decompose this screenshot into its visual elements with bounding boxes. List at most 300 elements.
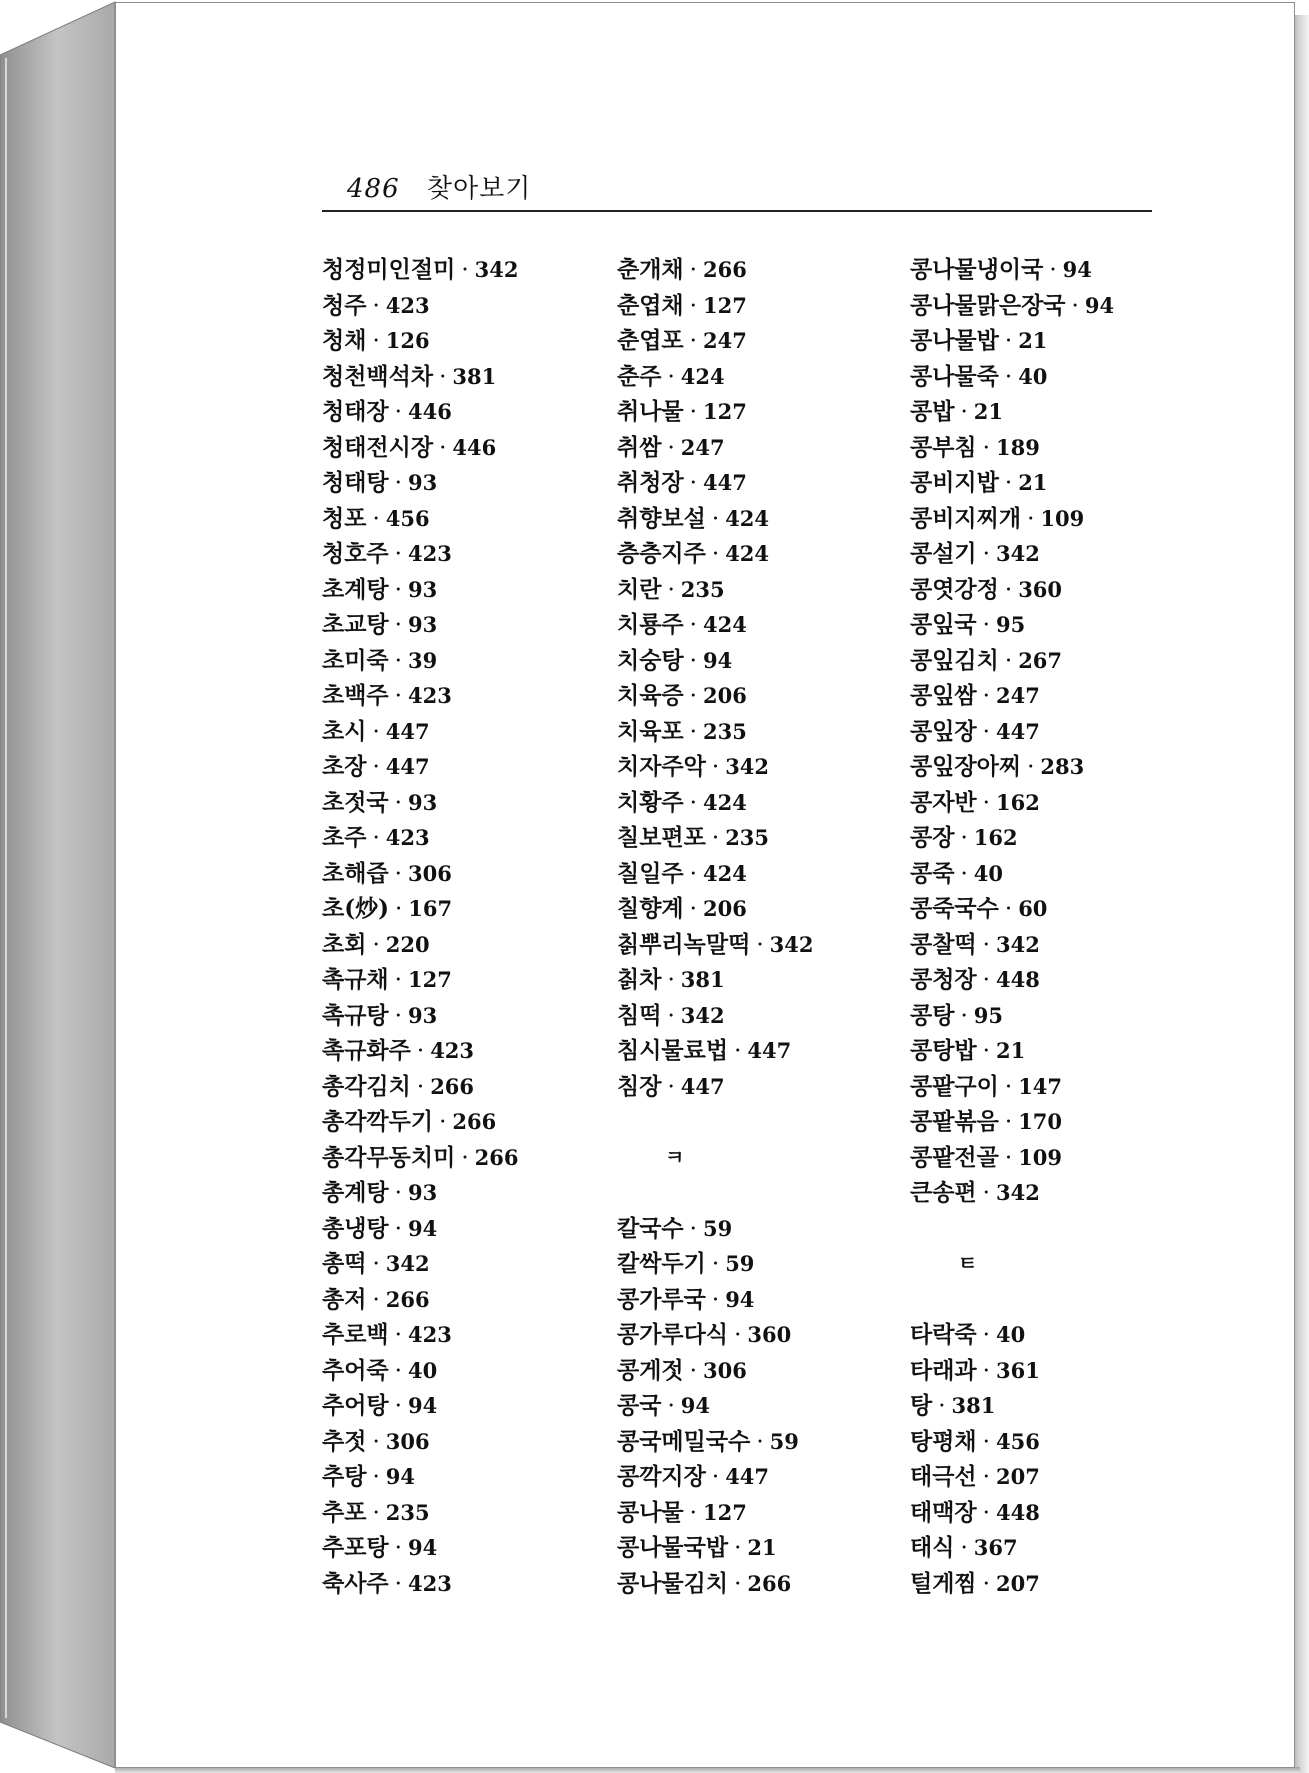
index-page-number: 360 (1018, 576, 1063, 602)
index-page-number: 342 (680, 1002, 725, 1028)
index-entry (910, 856, 1200, 892)
index-page-number: 447 (385, 718, 430, 744)
index-page-number: 93 (407, 1180, 438, 1205)
index-entry (910, 1140, 1200, 1176)
index-page-number: 39 (407, 647, 438, 673)
index-page-number: 162 (995, 789, 1040, 815)
index-page-number: 423 (407, 541, 452, 566)
index-separator: · (1004, 647, 1013, 674)
index-term: 초백주 (322, 682, 389, 709)
index-page-number: 342 (385, 1251, 430, 1276)
index-separator: · (372, 1499, 380, 1526)
index-term: 콩엿강정 (910, 575, 999, 603)
index-entry (910, 359, 1200, 395)
index-term: 축사주 (322, 1569, 389, 1597)
index-term: 콩팥볶음 (910, 1108, 999, 1135)
index-term: 콩나물밥 (910, 327, 999, 354)
index-separator: · (982, 434, 990, 461)
index-entry (322, 1140, 612, 1176)
index-page-number: 60 (1018, 896, 1048, 921)
index-term: 콩잎김치 (910, 646, 999, 674)
index-term: 총저 (322, 1285, 367, 1313)
index-term: 추포 (322, 1498, 367, 1526)
index-term: 콩찰떡 (910, 930, 977, 958)
index-term: 취청장 (617, 469, 684, 496)
index-entry (322, 998, 612, 1034)
index-page-number: 342 (995, 541, 1040, 566)
index-term: 치황주 (617, 788, 684, 816)
index-page-number: 447 (725, 1464, 770, 1489)
index-entry (617, 252, 907, 288)
index-term: 추로백 (322, 1321, 389, 1348)
index-term: 콩죽국수 (910, 895, 999, 922)
index-page-number: 94 (680, 1393, 710, 1418)
index-page-number: 424 (702, 789, 747, 815)
index-separator: · (667, 434, 675, 461)
index-entry (617, 288, 907, 324)
index-page-number: 381 (452, 363, 497, 389)
index-page-number: 207 (995, 1464, 1040, 1489)
index-separator: · (372, 1251, 380, 1277)
index-term: 콩장 (910, 824, 955, 851)
index-entry (617, 1495, 907, 1531)
index-page-number: 21 (1018, 328, 1048, 353)
index-page-number: 59 (702, 1215, 733, 1241)
index-entry (910, 430, 1200, 466)
index-page-number: 266 (430, 1073, 475, 1099)
index-entry (617, 465, 907, 501)
index-separator: · (982, 789, 990, 816)
index-separator: · (689, 399, 697, 425)
index-entry (617, 1388, 907, 1424)
index-page-number: 235 (725, 825, 770, 850)
index-separator: · (372, 931, 380, 958)
index-entry (322, 714, 612, 750)
index-separator: · (372, 328, 380, 354)
index-entry (910, 1175, 1200, 1211)
index-term: 콩나물국밥 (617, 1534, 729, 1561)
index-term: 추포탕 (322, 1534, 389, 1561)
index-entry (617, 1282, 907, 1318)
index-separator: · (982, 1499, 990, 1526)
index-term: 초시 (322, 717, 367, 745)
index-entry (910, 1459, 1200, 1495)
index-page-number: 423 (430, 1038, 475, 1063)
index-term: 큰송편 (910, 1179, 977, 1206)
index-entry (910, 1388, 1200, 1424)
index-entry (617, 572, 907, 608)
index-term: 초(炒) (322, 895, 389, 922)
index-term: 청천백석차 (322, 362, 434, 390)
index-page-number: 247 (680, 434, 725, 460)
index-term: 콩잎쌈 (910, 682, 977, 709)
index-term: 추어탕 (322, 1392, 389, 1419)
index-page-number: 59 (769, 1428, 799, 1454)
index-separator: · (960, 825, 968, 851)
index-entry (322, 785, 612, 821)
index-entry (910, 1033, 1200, 1069)
index-term: 침시물료법 (617, 1037, 729, 1064)
index-entry (322, 465, 612, 501)
index-term: 치란 (617, 575, 662, 603)
index-term: 콩부침 (910, 433, 977, 461)
index-page-number: 447 (995, 718, 1040, 744)
index-entry (322, 430, 612, 466)
index-separator: · (960, 399, 968, 425)
index-entry (617, 678, 907, 714)
index-term: 탕 (910, 1392, 933, 1419)
index-entry (910, 785, 1200, 821)
index-page-number: 94 (385, 1464, 415, 1489)
index-term: 촉규화주 (322, 1037, 411, 1064)
index-page-number: 40 (407, 1357, 438, 1383)
index-term: 콩죽 (910, 859, 955, 887)
index-entry (322, 1282, 612, 1318)
index-separator: · (416, 1073, 425, 1100)
index-term: 촉규탕 (322, 1001, 389, 1029)
index-page-number: 94 (725, 1286, 755, 1312)
index-term: 콩게젓 (617, 1356, 684, 1384)
index-term: 초해즙 (322, 859, 389, 887)
index-entry (322, 1246, 612, 1282)
index-entry (617, 1069, 907, 1105)
index-separator: · (1004, 363, 1013, 390)
index-page-number: 247 (702, 328, 747, 353)
index-entry (617, 820, 907, 856)
index-separator: · (1004, 1109, 1013, 1135)
index-separator: · (394, 683, 402, 709)
page-number: 486 (347, 174, 400, 204)
index-page-number: 267 (1018, 647, 1063, 673)
index-term: 콩설기 (910, 540, 977, 567)
index-separator: · (372, 292, 380, 319)
index-separator: · (982, 1428, 990, 1455)
index-page-number: 446 (407, 399, 452, 424)
index-page-number: 94 (407, 1393, 438, 1418)
index-separator: · (394, 576, 402, 603)
index-page-number: 447 (747, 1038, 792, 1063)
index-page-number: 342 (474, 257, 519, 282)
index-entry (322, 607, 612, 643)
index-separator: · (689, 683, 697, 709)
index-separator: · (982, 1570, 990, 1597)
index-page-number: 447 (385, 754, 430, 779)
index-separator: · (667, 1002, 675, 1029)
index-term: 콩가루다식 (617, 1321, 729, 1348)
index-page-number: 235 (680, 576, 725, 602)
index-separator: · (1027, 505, 1035, 532)
index-term: 치육포 (617, 717, 684, 745)
index-entry (617, 1530, 907, 1566)
index-separator: · (689, 1357, 697, 1384)
index-separator: · (960, 1002, 968, 1029)
index-page-number: 167 (408, 896, 453, 921)
index-term: 태극선 (910, 1463, 977, 1490)
index-term: 치자주악 (617, 753, 706, 780)
index-separator: · (394, 647, 402, 674)
index-page-number: 266 (452, 1109, 497, 1134)
index-term: 청주 (322, 291, 367, 319)
index-page-number: 423 (385, 292, 430, 318)
index-term: 콩밥 (910, 398, 955, 425)
index-separator: · (667, 576, 675, 603)
index-entry (910, 252, 1200, 288)
index-separator: · (372, 718, 380, 745)
index-page-number: 94 (407, 1215, 438, 1241)
index-term: 칡뿌리녹말떡 (617, 930, 751, 958)
index-entry (617, 891, 907, 927)
index-separator: · (689, 612, 697, 638)
page-header (347, 168, 531, 205)
index-term: 털게찜 (910, 1569, 977, 1597)
index-term: 추어죽 (322, 1356, 389, 1384)
index-entry (617, 962, 907, 998)
index-term: 추탕 (322, 1463, 367, 1490)
index-column-2 (617, 252, 907, 1601)
index-separator: · (372, 754, 380, 780)
index-entry (617, 714, 907, 750)
index-term: 초교탕 (322, 611, 389, 638)
index-term: 타락죽 (910, 1321, 977, 1348)
index-entry (910, 572, 1200, 608)
index-entry (617, 501, 907, 537)
index-term: 칼국수 (617, 1214, 684, 1242)
index-entry (322, 1388, 612, 1424)
index-page-number: 423 (385, 825, 430, 850)
section-letter: ㅋ (665, 1144, 685, 1169)
index-page-number: 423 (407, 1570, 452, 1596)
index-page-number: 94 (1062, 257, 1092, 282)
index-separator: · (689, 470, 697, 496)
index-entry (322, 1069, 612, 1105)
index-separator: · (689, 257, 697, 283)
index-entry (910, 820, 1200, 856)
index-page-number: 247 (995, 683, 1040, 708)
index-entry (910, 607, 1200, 643)
index-page-number: 40 (973, 860, 1003, 886)
index-entry (322, 1459, 612, 1495)
index-entry (322, 1175, 612, 1211)
index-term: 춘개채 (617, 256, 684, 283)
index-page-number: 424 (702, 860, 747, 886)
index-separator: · (394, 1570, 402, 1597)
index-entry (617, 607, 907, 643)
index-entry (910, 501, 1200, 537)
index-page-number: 93 (407, 789, 438, 815)
index-separator: · (689, 292, 697, 319)
index-entry (617, 1317, 907, 1353)
index-entry (322, 252, 612, 288)
spacer (617, 1175, 907, 1211)
index-entry (910, 288, 1200, 324)
index-term: 콩팥전골 (910, 1143, 999, 1171)
index-page-number: 235 (385, 1499, 430, 1525)
index-separator: · (1004, 896, 1013, 922)
index-separator: · (667, 1073, 675, 1100)
index-entry (617, 359, 907, 395)
index-entry (617, 1353, 907, 1389)
index-separator: · (982, 1322, 990, 1348)
index-page-number: 93 (407, 470, 438, 495)
index-separator: · (667, 363, 675, 390)
index-term: 취향보설 (617, 504, 706, 532)
index-term: 콩탕 (910, 1001, 955, 1029)
index-separator: · (439, 363, 447, 390)
index-page-number: 206 (702, 896, 747, 921)
index-separator: · (982, 1038, 990, 1064)
index-entry (322, 501, 612, 537)
index-entry (322, 820, 612, 856)
index-entry (910, 1069, 1200, 1105)
index-term: 총떡 (322, 1250, 367, 1277)
index-entry (322, 1353, 612, 1389)
index-term: 청채 (322, 327, 367, 354)
index-term: 콩비지밥 (910, 469, 999, 496)
index-separator: · (734, 1570, 742, 1597)
index-page-number: 235 (702, 718, 747, 744)
index-term: 칼싹두기 (617, 1250, 706, 1277)
index-entry (617, 536, 907, 572)
index-term: 치육증 (617, 682, 684, 709)
index-entry (617, 430, 907, 466)
index-page-number: 447 (702, 470, 747, 495)
index-page-number: 424 (725, 541, 770, 566)
index-page-number: 21 (995, 1038, 1026, 1063)
index-separator: · (1004, 576, 1013, 603)
index-page-number: 423 (407, 683, 452, 708)
index-term: 콩탕밥 (910, 1037, 977, 1064)
index-page-number: 93 (407, 612, 438, 637)
index-page-number: 423 (407, 1322, 452, 1347)
index-term: 초장 (322, 753, 367, 780)
index-term: 콩청장 (910, 966, 977, 993)
index-separator: · (1071, 292, 1079, 319)
index-separator: · (1027, 754, 1035, 780)
index-term: 총냉탕 (322, 1214, 389, 1242)
index-page-number: 94 (1084, 292, 1115, 318)
index-entry (617, 1459, 907, 1495)
index-term: 초회 (322, 930, 367, 958)
index-entry (617, 749, 907, 785)
index-separator: · (372, 1428, 380, 1455)
index-page-number: 127 (702, 292, 747, 318)
index-separator: · (734, 1322, 742, 1348)
index-entry (910, 1353, 1200, 1389)
index-separator: · (372, 1286, 380, 1313)
index-entry (910, 749, 1200, 785)
index-term: 총각무동치미 (322, 1143, 456, 1171)
index-entry (322, 678, 612, 714)
index-entry (617, 394, 907, 430)
index-term: 청포 (322, 504, 367, 532)
index-page-number: 59 (725, 1251, 755, 1276)
index-separator: · (756, 1428, 764, 1455)
index-term: 칠향계 (617, 895, 684, 922)
index-entry (322, 359, 612, 395)
spacer (910, 1282, 1200, 1318)
index-separator: · (689, 328, 697, 354)
index-term: 춘엽채 (617, 291, 684, 319)
index-page-number: 189 (995, 434, 1040, 460)
index-page-number: 40 (995, 1322, 1026, 1347)
index-page-number: 306 (702, 1357, 747, 1383)
index-entry (910, 643, 1200, 679)
index-entry (322, 891, 612, 927)
index-page-number: 342 (995, 1180, 1040, 1205)
index-page-number: 94 (702, 647, 733, 673)
index-entry (910, 394, 1200, 430)
index-entry (910, 927, 1200, 963)
index-term: 치룡주 (617, 611, 684, 638)
index-separator: · (394, 1002, 402, 1029)
index-page-number: 266 (474, 1144, 519, 1170)
index-separator: · (394, 1535, 402, 1561)
index-separator: · (372, 1464, 380, 1490)
index-column-1 (322, 252, 612, 1601)
index-entry (617, 785, 907, 821)
index-entry (322, 749, 612, 785)
index-term: 청태전시장 (322, 433, 434, 461)
index-term: 촉규채 (322, 966, 389, 993)
index-entry (617, 643, 907, 679)
index-separator: · (960, 860, 968, 887)
index-page-number: 342 (995, 931, 1040, 957)
index-term: 총각김치 (322, 1072, 411, 1100)
index-separator: · (689, 718, 697, 745)
index-separator: · (711, 825, 720, 851)
index-page-number: 21 (747, 1535, 777, 1560)
index-term: 콩팥구이 (910, 1072, 999, 1100)
index-entry (910, 1104, 1200, 1140)
index-page-number: 21 (973, 399, 1003, 424)
index-separator: · (394, 541, 402, 567)
index-term: 취나물 (617, 398, 684, 425)
index-separator: · (439, 434, 447, 461)
index-page-number: 170 (1018, 1109, 1063, 1134)
index-page-number: 95 (973, 1002, 1003, 1028)
index-separator: · (439, 1109, 447, 1135)
index-term: 콩나물맑은장국 (910, 291, 1066, 319)
index-separator: · (394, 896, 403, 922)
index-page-number: 220 (385, 931, 430, 957)
index-page-number: 306 (407, 860, 452, 886)
index-column-3 (910, 252, 1200, 1601)
index-separator: · (394, 1322, 402, 1348)
index-page-number: 93 (407, 576, 438, 602)
index-separator: · (689, 896, 697, 922)
index-page-number: 360 (747, 1322, 792, 1347)
index-entry (617, 1033, 907, 1069)
index-term: 콩잎장 (910, 717, 977, 745)
index-entry (910, 962, 1200, 998)
index-separator: · (982, 967, 990, 993)
index-term: 콩국메밀국수 (617, 1427, 751, 1455)
index-separator: · (1049, 257, 1057, 283)
index-term: 초미죽 (322, 646, 389, 674)
index-term: 춘주 (617, 362, 662, 390)
section-letter: ㅌ (958, 1251, 978, 1275)
index-entry (910, 1317, 1200, 1353)
index-entry (910, 465, 1200, 501)
index-term: 콩자반 (910, 788, 977, 816)
index-separator: · (711, 1286, 720, 1313)
index-separator: · (711, 754, 720, 780)
index-page-number: 447 (680, 1073, 725, 1099)
index-term: 콩나물김치 (617, 1569, 729, 1597)
index-entry (322, 1495, 612, 1531)
index-entry (322, 536, 612, 572)
index-page-number: 109 (1018, 1144, 1063, 1170)
